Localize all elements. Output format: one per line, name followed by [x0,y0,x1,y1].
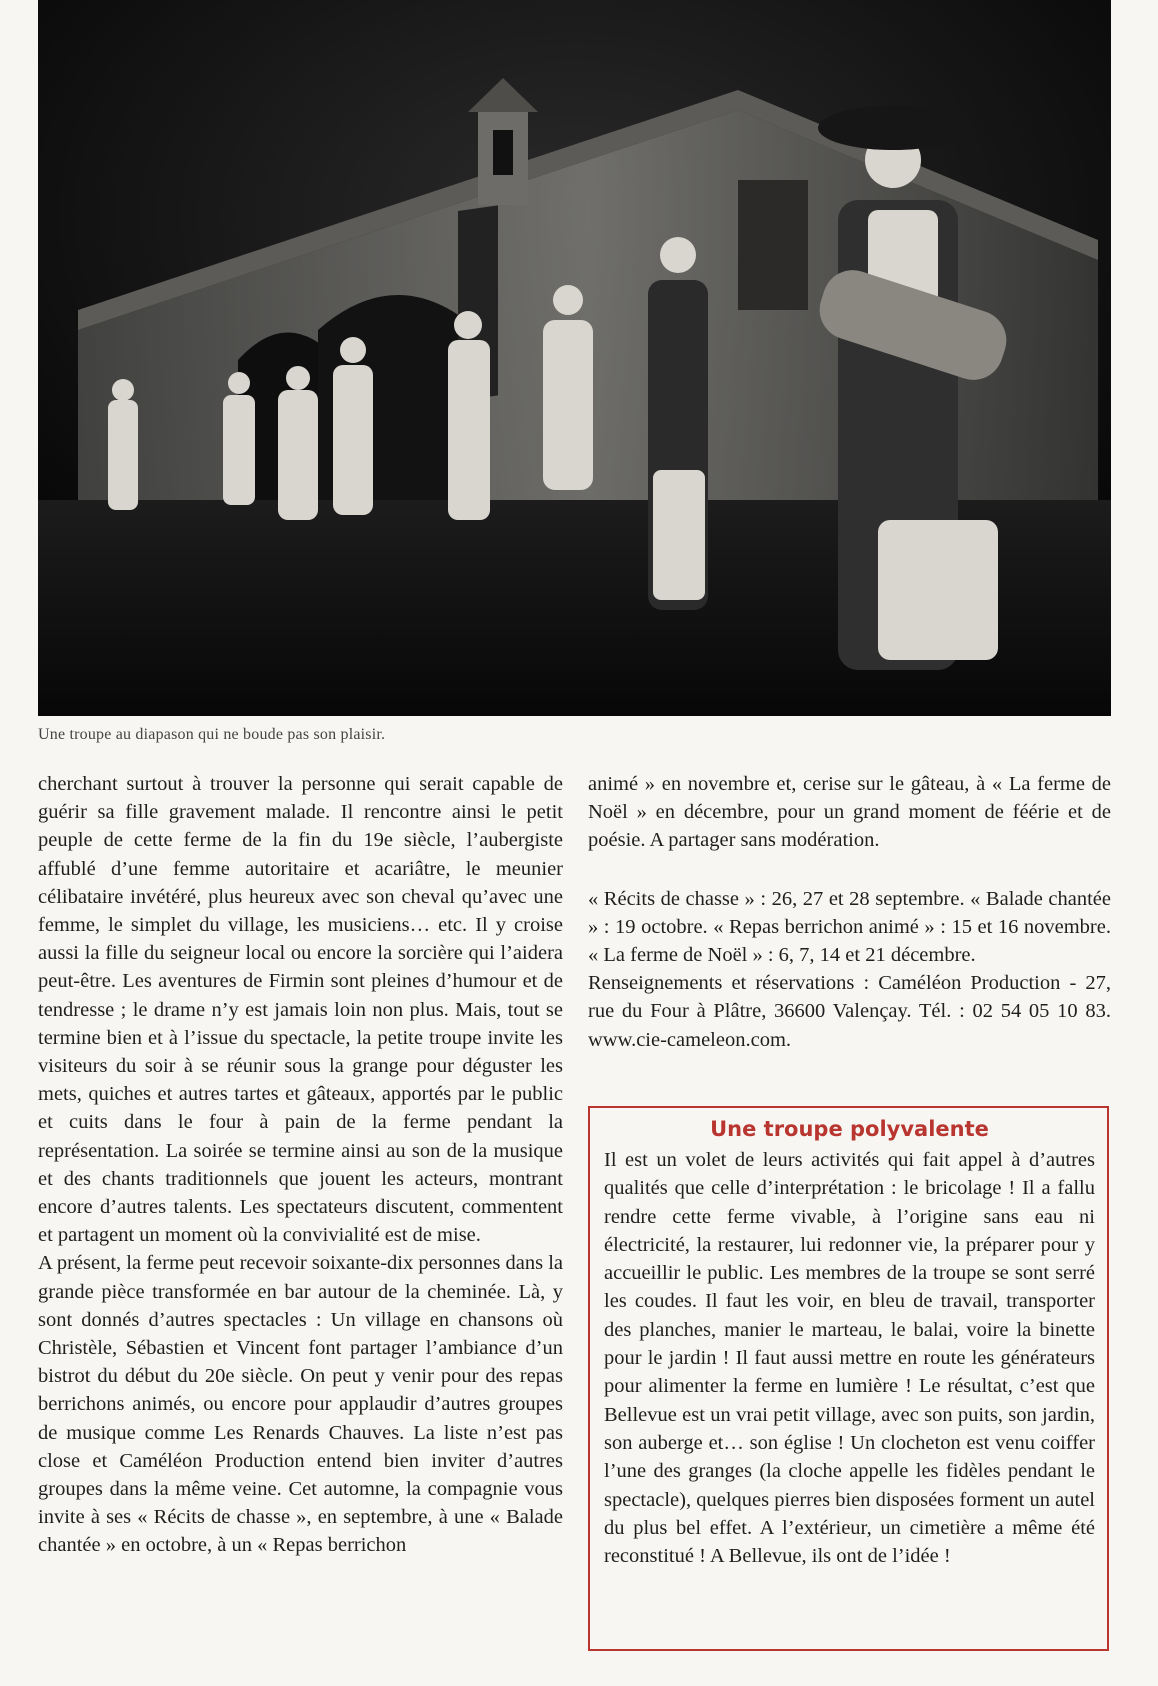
article-column-right [588,770,1111,1054]
article-paragraph: A présent, la ferme peut recevoir soixante-dix personnes dans la grande pièce transformée en bar autour de la cheminée. Là, y sont donnés d’autres spectacles : Un village en chansons où Christèle, Sébastien et Vincent font partager l’ambiance d’un bistrot du début du 20e siècle. On peut y venir pour des repas berrichons animés, ou encore pour applaudir d’autres groupes de musique comme Les Renards Chauves. La liste n’est pas close et Caméléon Production entend bien inviter d’autres groupes dans la même veine. Cet automne, la compagnie vous invite à ses « Récits de chasse », en septembre, à une « Balade chantée » en octobre, à un « Repas berrichon [38,1252,563,1557]
troupe-photo [38,0,1111,716]
article-paragraph: cherchant surtout à trouver la personne qui serait capable de guérir sa fille gravement malade. Il rencontre ainsi le petit peuple de cette ferme de la fin du 19e siècle, l’aubergiste affublé d’une femme autoritaire et acariâtre, le meunier célibataire invétéré, plus heureux avec son cheval qu’avec une femme, le simplet du village, les musiciens… etc. Il y croise aussi la fille du seigneur local ou encore la sorcière qui l’aidera peut-être. Les aventures de Firmin sont pleines d’humour et de tendresse ; le drame n’y est jamais loin non plus. Mais, tout se termine bien et à l’issue du spectacle, la petite troupe invite les visiteurs du soir à se réunir sous la grange pour déguster les mets, quiches et autres tartes et gâteaux, apportés par le public et cuits dans le four à pain de la ferme pendant la représentation. La soirée se termine ainsi au son de la musique et des chants traditionnels que jouent les acteurs, montrant encore d’autres talents. Les spectateurs discutent, commentent et partagent un moment où la convivialité est de mise. [38,773,563,1247]
article-paragraph: animé » en novembre et, cerise sur le gâteau, à « La ferme de Noël » en décembre, pour un grand moment de féérie et de poésie. A partager sans modération. [588,773,1111,852]
contact-info: Renseignements et réservations : Caméléon Production - 27, rue du Four à Plâtre, 36600 Valençay. Tél. : 02 54 05 10 83. www.cie-cameleon.com. [588,972,1111,1051]
sidebar-box-title: Une troupe polyvalente [710,1117,989,1141]
night-barn-scene [38,0,1111,716]
sidebar-box [588,1106,1109,1651]
photo-caption: Une troupe au diapason qui ne boude pas son plaisir. [38,726,386,743]
article-column-left [38,770,563,1560]
sidebar-box-body: Il est un volet de leurs activités qui fait appel à d’autres qualités que celle d’interprétation : le bricolage ! Il a fallu rendre cette ferme vivable, à l’origine sans eau ni électricité, la restaurer, lui redonner vie, la préparer pour y accueillir le public. Les membres de la troupe se sont serré les coudes. Il faut les voir, en bleu de travail, transporter des planches, manier le marteau, le balai, voire la binette pour le jardin ! Il faut aussi mettre en route les générateurs pour alimenter la ferme en lumière ! Le résultat, c’est que Bellevue est un vrai petit village, avec son puits, son jardin, son auberge et… son église ! Un clocheton est venu coiffer l’une des granges (la cloche appelle les fidèles pendant le spectacle), quelques pierres bien disposées forment un autel du plus bel effet. A l’extérieur, un cimetière a même été reconstitué ! A Bellevue, ils ont de l’idée ! [604,1149,1095,1568]
event-dates: « Récits de chasse » : 26, 27 et 28 septembre. « Balade chantée » : 19 octobre. « Repas berrichon animé » : 15 et 16 novembre. « La ferme de Noël » : 6, 7, 14 et 21 décembre. [588,887,1111,967]
paragraph-spacer [588,855,1111,885]
